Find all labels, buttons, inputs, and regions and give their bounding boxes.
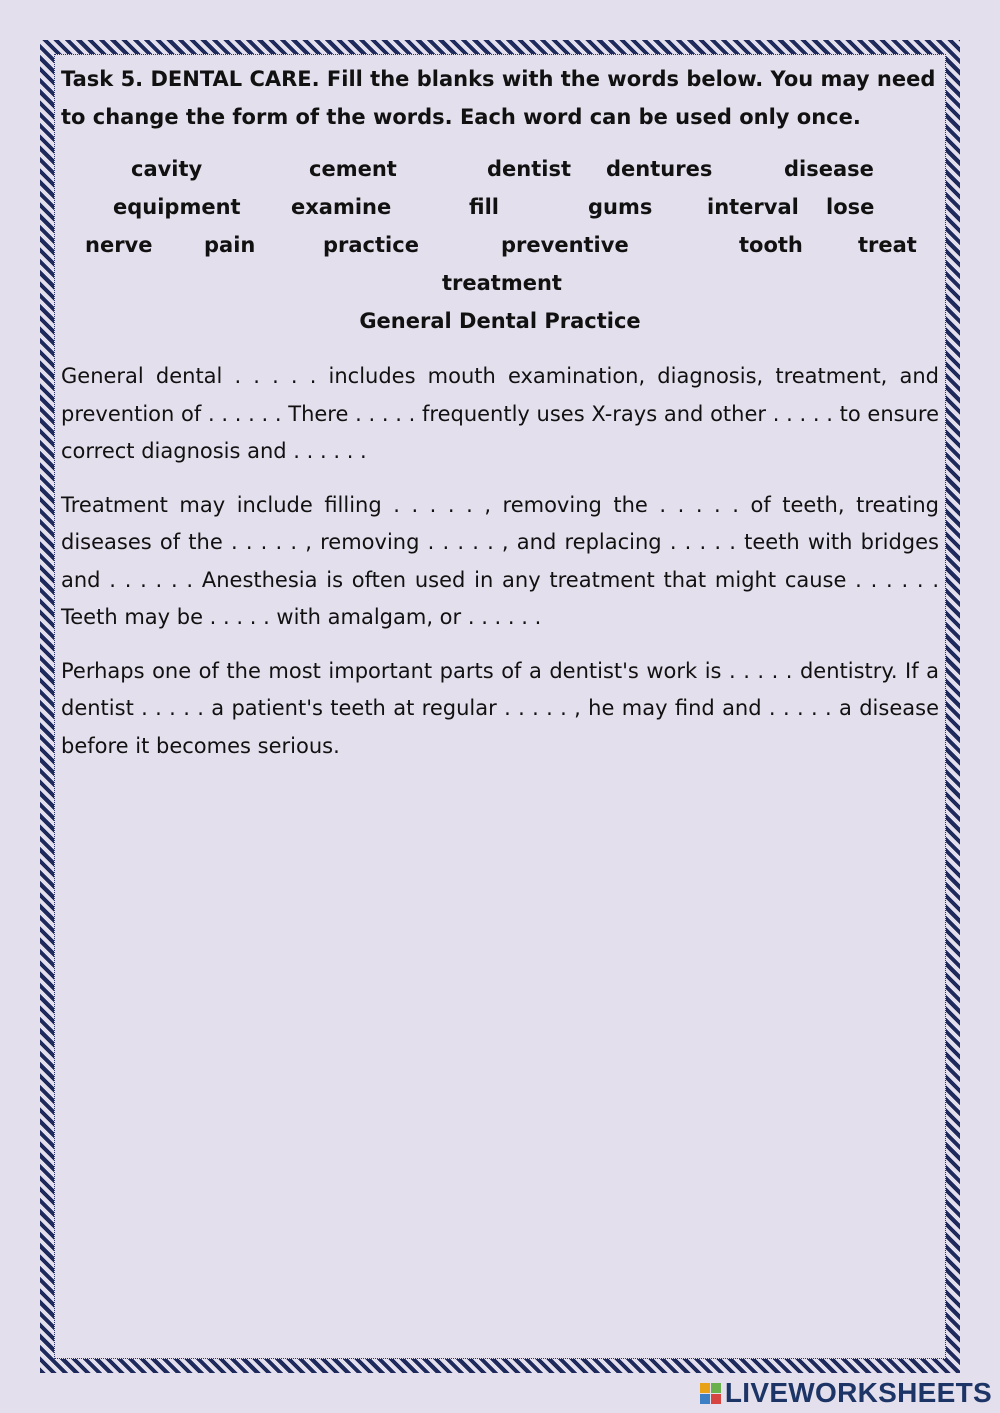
word-bank-item: lose (826, 195, 875, 219)
paragraph-1: General dental . . . . . includes mouth examination, diagnosis, treatment, and prevention of . . . . . . There . . . . . frequently uses X-rays and other . . . . . to ensure correct diagnosis and . . . . . . (61, 364, 939, 463)
word-bank-item: pain (204, 233, 256, 257)
word-bank (61, 150, 939, 302)
word-bank-item: preventive (501, 233, 629, 257)
word-bank-item: practice (323, 233, 419, 257)
word-bank-item: treatment (442, 271, 562, 295)
word-bank-row-3 (61, 226, 939, 264)
word-bank-row-4 (61, 264, 939, 302)
paragraph-3: Perhaps one of the most important parts of a dentist's work is . . . . . dentistry. If a dentist . . . . . a patient's teeth at regular . . . . . , he may find and . . . . . a disease before it becomes serious. (61, 658, 939, 758)
word-bank-item: tooth (739, 233, 803, 257)
liveworksheets-logo-icon (700, 1383, 721, 1404)
word-bank-item: disease (784, 157, 874, 181)
word-bank-item: treat (858, 233, 917, 257)
word-bank-item: dentist (487, 157, 571, 181)
word-bank-item: gums (588, 195, 653, 219)
word-bank-item: equipment (113, 195, 241, 219)
word-bank-item: cement (309, 157, 397, 181)
liveworksheets-watermark (700, 1377, 992, 1409)
word-bank-row-2 (61, 188, 939, 226)
word-bank-item: nerve (85, 233, 153, 257)
word-bank-row-1 (61, 150, 939, 188)
section-title: General Dental Practice (359, 309, 641, 333)
word-bank-item: dentures (606, 157, 713, 181)
word-bank-item: interval (707, 195, 799, 219)
watermark-text: LIVEWORKSHEETS (724, 1377, 992, 1408)
task-instructions: Task 5. DENTAL CARE. Fill the blanks with the words below. You may need to change the form of the words. Each word can be used only once. (61, 67, 936, 129)
word-bank-item: examine (291, 195, 392, 219)
worksheet-content (61, 60, 939, 765)
paragraph-2: Treatment may include filling . . . . . , removing the . . . . . of teeth, treating diseases of the . . . . . , removing . . . . . , and replacing . . . . . teeth with bridges and . . . . . . Anesthesia is often used in any treatment that might cause . . . . . . Teeth may be . . . . . with amalgam, or . . . . . . (61, 492, 939, 629)
word-bank-item: cavity (131, 157, 203, 181)
word-bank-item: fill (469, 195, 499, 219)
